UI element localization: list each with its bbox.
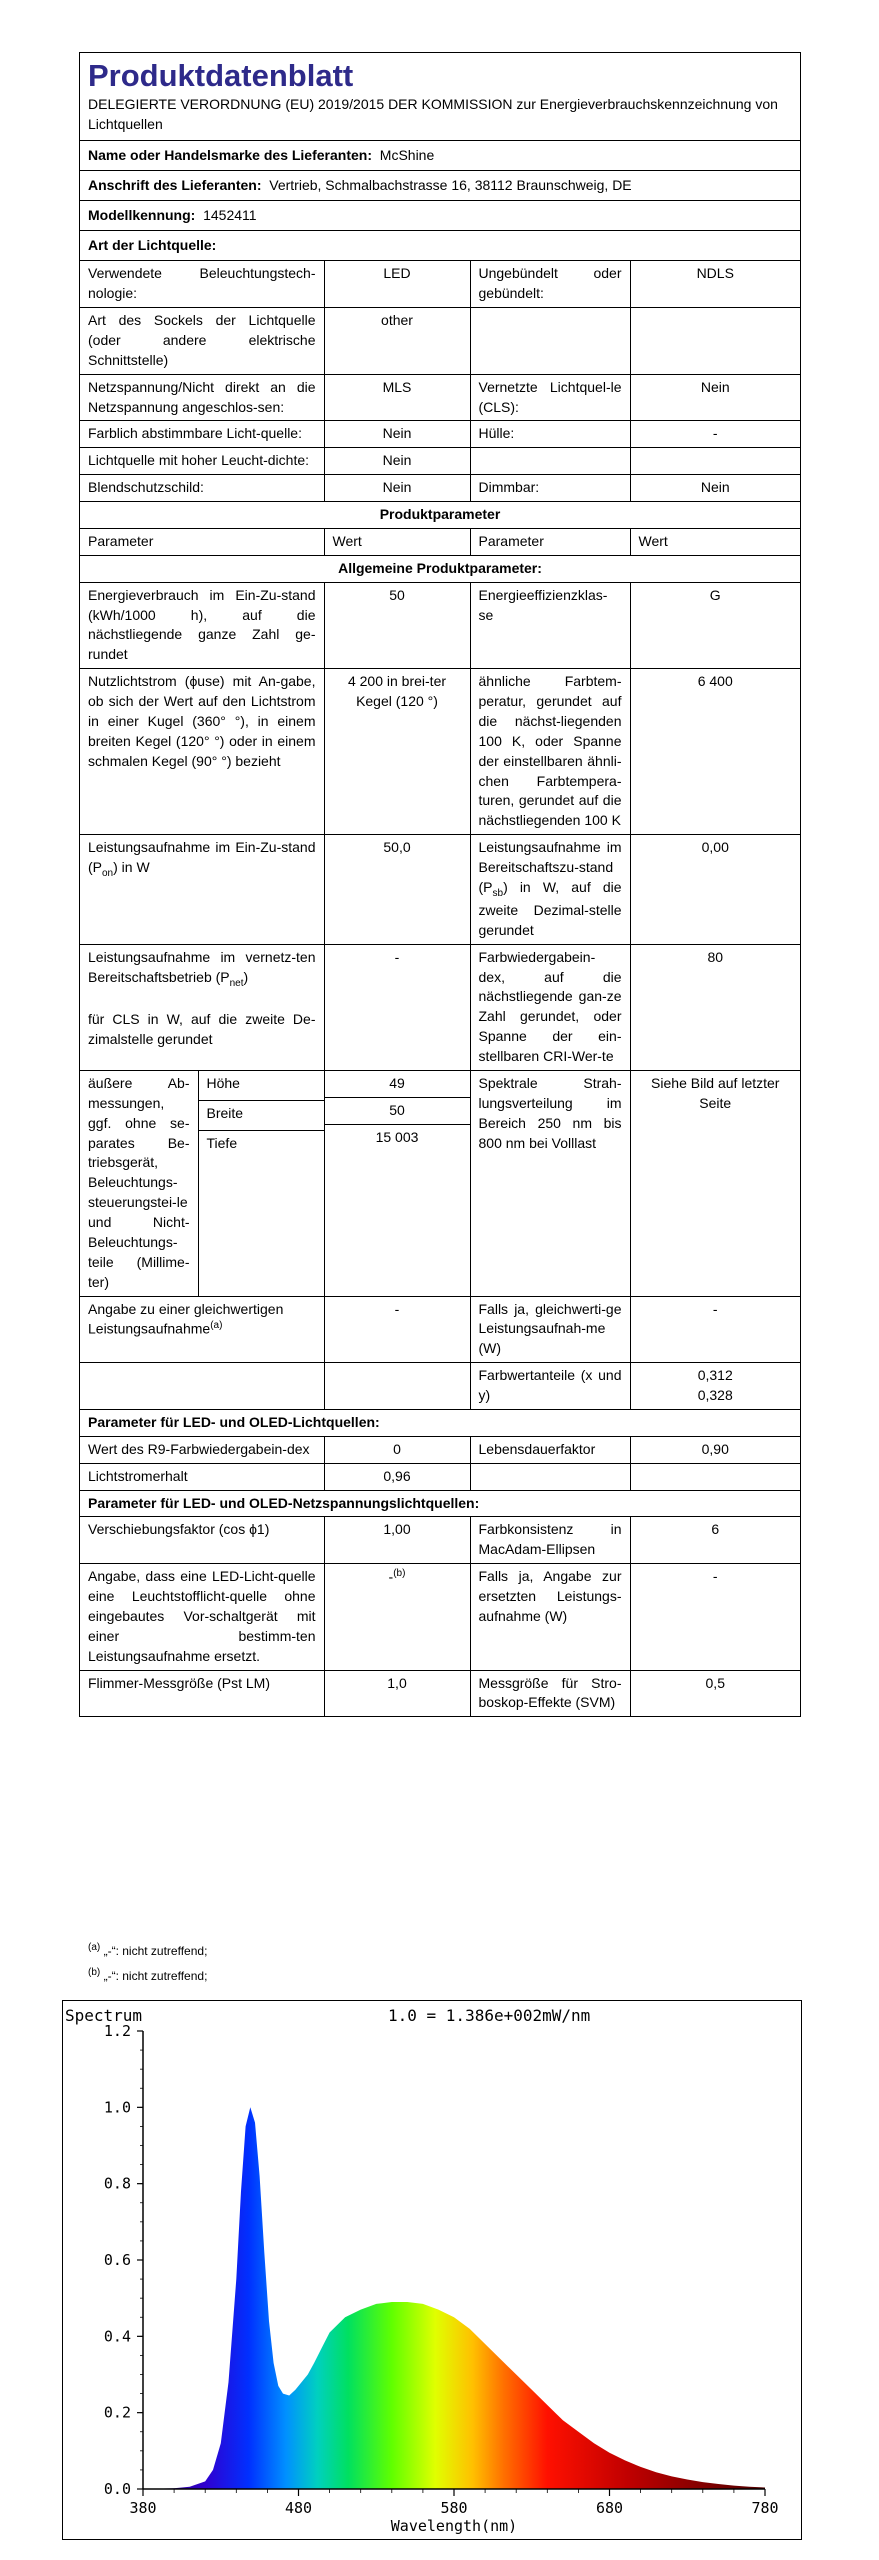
plot-area [104,2022,779,2517]
dimensions-values [324,1070,470,1296]
param-label: Angabe, dass eine LED-Licht-quelle eine Leuchtstofflicht-quelle ohne eingebautes Vor-schaltgerät mit einer bestimm-ten Leistungsaufnahme ersetzt. [80,1564,324,1670]
dimension-name: Tiefe [206,1134,238,1151]
dimensions-label: äußere Ab-messungen, ggf. ohne se-parates Be-triebsgerät, Beleuchtungs-steuerungstei-le und Nicht-Beleuchtungs-teile (Millime-ter) [80,1071,198,1296]
y-tick-label: 0.8 [103,2174,131,2193]
table-row [80,1436,800,1463]
param-label [80,835,324,944]
label-text: ) [243,968,249,985]
label-text: ) in W, auf die zweite Dezimal-stelle gerundet [478,878,622,938]
table-row [80,1517,800,1564]
param-value [324,1564,470,1670]
table-row [80,582,800,669]
model-row [80,201,800,231]
table-row [80,502,800,529]
value-text: - [388,1568,394,1585]
chart-title: Spectrum [65,2006,143,2025]
product-data-sheet [79,52,801,1717]
param-value: MLS [324,374,470,421]
model-label: Modellkennung: [88,207,196,224]
param-value: 6 400 [630,669,800,835]
y-tick-label: 0.6 [103,2251,131,2269]
chroma-x: 0,312 [697,1367,733,1384]
column-header: Wert [630,528,800,555]
param-value: Nein [630,374,800,421]
y-tick-label: 0.4 [103,2327,131,2346]
param-label: Wert des R9-Farbwiedergabein-dex [80,1436,324,1463]
table-row [80,1463,800,1490]
param-label: Farbkonsistenz in MacAdam-Ellipsen [470,1517,630,1564]
param-value: - [324,944,470,1070]
param-value: Nein [324,475,470,502]
param-value: - [324,1296,470,1363]
label-text: Angabe zu einer gleichwertigen Leistungsaufnahme [88,1300,284,1338]
param-value: Nein [324,448,470,475]
table-row [80,1670,800,1717]
param-label [470,308,630,375]
supplier-label: Name oder Handelsmarke des Lieferanten: [88,147,372,164]
empty-cell [80,1363,324,1410]
param-value: 0,00 [630,835,800,944]
table-row [80,1409,800,1436]
param-label: Verwendete Beleuchtungstech-nologie: [80,261,324,308]
param-label: Verschiebungsfaktor (cos ϕ1) [80,1517,324,1564]
y-tick-label: 0.0 [103,2480,131,2498]
parameter-table [80,260,800,1717]
param-label: Hülle: [470,421,630,448]
footnote-mark: (b) [88,1966,101,1978]
dimension-value: 50 [325,1098,470,1125]
supplier-value: McShine [379,147,435,164]
param-value: Nein [324,421,470,448]
param-value: 0,5 [630,1670,800,1717]
label-text: Leistungsaufnahme im Ein-Zu-stand (P [88,839,316,876]
table-row [80,261,800,308]
dimensions-cell [80,1070,324,1296]
x-tick-label: 480 [284,2499,313,2517]
table-row [80,1070,800,1296]
param-value: G [630,582,800,669]
param-label: ähnliche Farbtem-peratur, gerundet auf die nächst-liegenden 100 K, oder Spanne der einstellbaren ähnli-chen Farbtempera-turen, gerundet auf die nächstliegenden 100 K [470,669,630,835]
mains-params-heading: Parameter für LED- und OLED-Netzspannungslichtquellen: [80,1490,800,1517]
table-row [80,528,800,555]
param-label [470,448,630,475]
label-subscript: sb [492,887,504,899]
footnote-b [88,1963,207,1988]
dimension-name: Breite [198,1100,324,1130]
label-text: für CLS in W, auf die zweite De-zimalstelle gerundet [88,1011,316,1048]
general-params-heading: Allgemeine Produktparameter: [80,555,800,582]
param-value: 1,00 [324,1517,470,1564]
empty-cell [470,1463,630,1490]
footnote-text: „-“: nicht zutreffend; [103,1944,208,1958]
address-label: Anschrift des Lieferanten: [88,177,262,194]
type-heading-row [80,231,800,260]
x-tick-label: 780 [751,2499,779,2517]
param-value: 50 [324,582,470,669]
param-label: Netzspannung/Nicht direkt an die Netzspannung angeschlos-sen: [80,374,324,421]
param-label: Falls ja, gleichwerti-ge Leistungsaufnah-me (W) [470,1296,630,1363]
param-value: 50,0 [324,835,470,944]
table-row [80,669,800,835]
table-row [80,835,800,944]
table-row [80,555,800,582]
table-row [80,944,800,1070]
param-label: Lebensdauerfaktor [470,1436,630,1463]
led-params-heading: Parameter für LED- und OLED-Lichtquellen: [80,1409,800,1436]
param-value [630,448,800,475]
param-label: Nutzlichtstrom (ϕuse) mit An-gabe, ob sich der Wert auf den Lichtstrom in einer Kugel (360° °), in einem breiten Kegel (120° °) oder in einem schmalen Kegel (90° °) bezieht [80,669,324,835]
chart-annotation: 1.0 = 1.386e+002mW/nm [388,2006,591,2025]
table-row [80,308,800,375]
dimension-value: 49 [325,1071,470,1098]
param-label: Farbwiedergabein-dex, auf die nächstliegende gan-ze Zahl gerundet, oder Spanne der ein-stellbaren CRI-Wer-te [470,944,630,1070]
empty-cell [630,1463,800,1490]
regulation-text: DELEGIERTE VERORDNUNG (EU) 2019/2015 DER KOMMISSION zur Energieverbrauchskennzeichnung von Lichtquellen [80,95,800,141]
param-value: 80 [630,944,800,1070]
param-label: Art des Sockels der Lichtquelle (oder andere elektrische Schnittstelle) [80,308,324,375]
param-value: 0,96 [324,1463,470,1490]
param-label: Dimmbar: [470,475,630,502]
y-tick-label: 1.2 [103,2022,131,2040]
chroma-y: 0,328 [697,1387,733,1404]
footnote-mark: (a) [210,1320,223,1332]
y-tick-label: 1.0 [103,2098,131,2117]
table-row [80,1296,800,1363]
footnote-mark: (a) [88,1942,101,1953]
table-row [80,374,800,421]
param-label: Messgröße für Stro-boskop-Effekte (SVM) [470,1670,630,1717]
param-label: Energieeffizienzklas-se [470,582,630,669]
param-label: Falls ja, Angabe zur ersetzten Leistungs-aufnahme (W) [470,1564,630,1670]
param-value: 6 [630,1517,800,1564]
x-tick-label: 580 [440,2499,468,2517]
param-label: Farbwertanteile (x und y) [470,1363,630,1410]
label-text: ) in W [113,859,150,876]
page-title: Produktdatenblatt [88,58,354,93]
label-text: Leistungsaufnahme im Bereitschaftszu-stand (P [478,839,622,895]
address-row [80,171,800,201]
table-row [80,421,800,448]
y-tick-label: 0.2 [103,2403,131,2422]
table-row [80,1363,800,1410]
param-value: - [630,421,800,448]
table-row [80,448,800,475]
footnotes [88,1938,207,1988]
spectrum-chart-svg [63,2001,801,2539]
address-value: Vertrieb, Schmalbachstrasse 16, 38112 Braunschweig, DE [269,177,632,194]
table-row [80,475,800,502]
spectrum-chart [62,2000,802,2540]
empty-cell [324,1363,470,1410]
footnote-a [88,1938,207,1963]
param-label: Vernetzte Lichtquel-le (CLS): [470,374,630,421]
product-params-heading: Produktparameter [80,502,800,529]
model-value: 1452411 [203,207,257,224]
type-heading: Art der Lichtquelle: [88,237,217,254]
param-value: 0,90 [630,1436,800,1463]
param-value [630,1363,800,1410]
table-row [80,1490,800,1517]
param-value: NDLS [630,261,800,308]
column-header: Parameter [470,528,630,555]
footnote-mark: (b) [393,1568,406,1580]
table-row [80,1564,800,1670]
param-label: Lichtstromerhalt [80,1463,324,1490]
x-axis-label: Wavelength(nm) [390,2517,518,2535]
dimension-name: Höhe [198,1071,324,1100]
param-label: Blendschutzschild: [80,475,324,502]
param-label: Farblich abstimmbare Licht-quelle: [80,421,324,448]
dimension-value: 15 003 [375,1128,419,1145]
param-label: Ungebündelt oder gebündelt: [470,261,630,308]
x-tick-label: 380 [129,2499,157,2517]
param-value: Siehe Bild auf letzter Seite [630,1070,800,1296]
param-value: 4 200 in brei-ter Kegel (120 °) [324,669,470,835]
label-subscript: net [229,977,244,989]
param-value: LED [324,261,470,308]
dimension-spacer [198,1160,324,1296]
param-value: Nein [630,475,800,502]
supplier-row [80,141,800,171]
label-subscript: on [102,867,114,879]
x-tick-label: 680 [595,2499,624,2517]
footnote-text: „-“: nicht zutreffend; [103,1968,208,1983]
param-label: Spektrale Strah-lungsverteilung im Bereich 250 nm bis 800 nm bei Volllast [470,1070,630,1296]
column-header: Wert [324,528,470,555]
param-label [470,835,630,944]
param-label [80,1296,324,1363]
param-label [80,944,324,1070]
label-text: Leistungsaufnahme im vernetz-ten Bereitschaftsbetrieb (P [88,948,316,985]
dimensions-inner [80,1071,324,1296]
param-value [630,308,800,375]
param-value: 1,0 [324,1670,470,1717]
param-value: - [630,1564,800,1670]
param-label: Lichtquelle mit hoher Leucht-dichte: [80,448,324,475]
param-value: - [630,1296,800,1363]
param-label: Flimmer-Messgröße (Pst LM) [80,1670,324,1717]
spectrum-area [143,2107,765,2489]
param-label: Energieverbrauch im Ein-Zu-stand (kWh/1000 h), auf die nächstliegende ganze Zahl ge-rundet [80,582,324,669]
param-value: other [324,308,470,375]
param-value: 0 [324,1436,470,1463]
column-header: Parameter [80,528,324,555]
